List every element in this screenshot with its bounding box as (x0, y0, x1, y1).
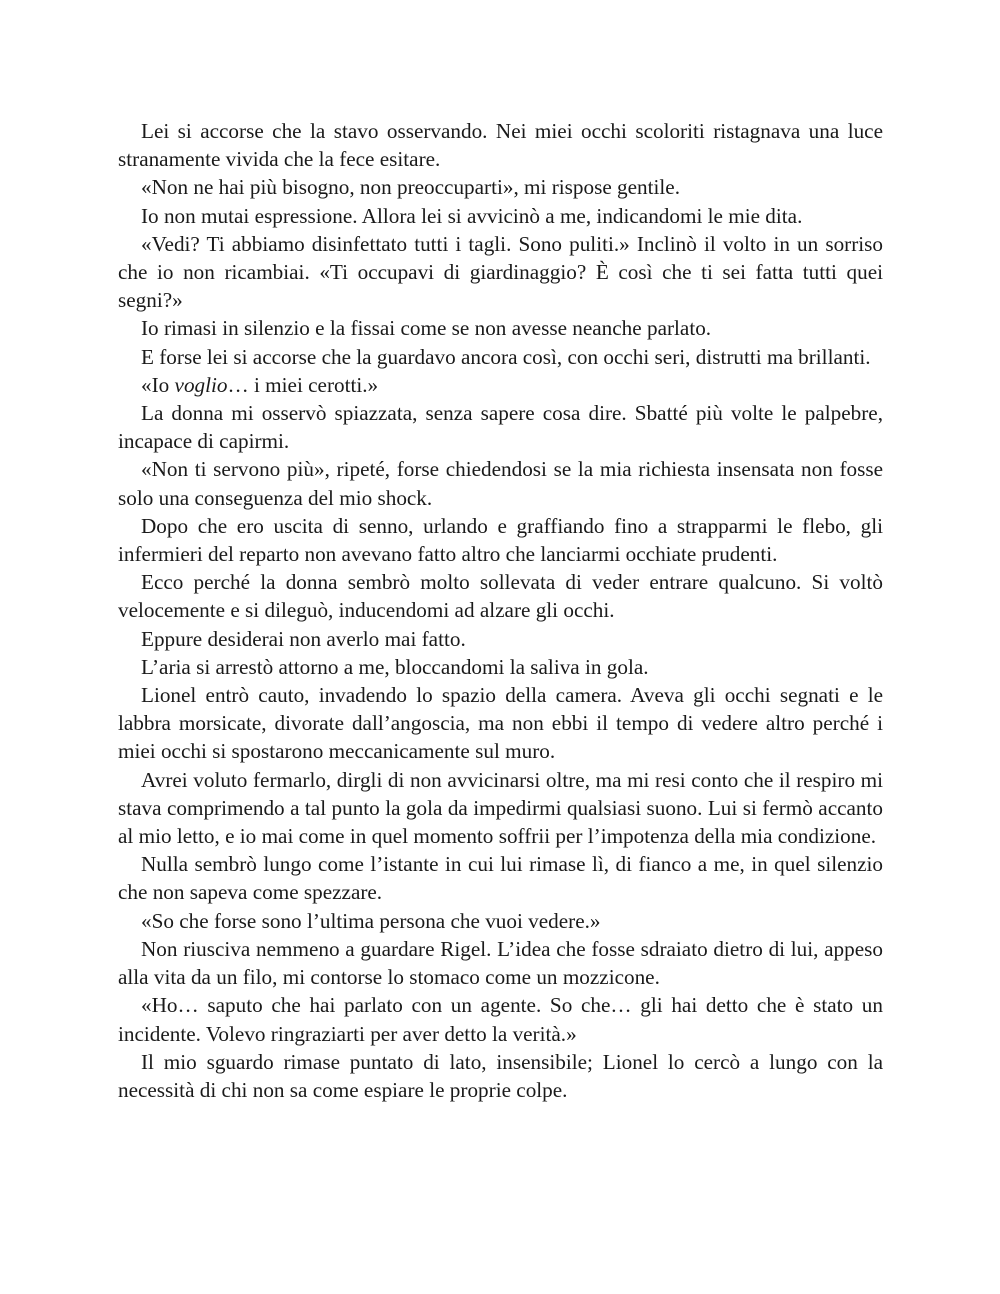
text-run: … i miei cerotti.» (227, 372, 379, 397)
paragraph: Eppure desiderai non averlo mai fatto. (141, 626, 466, 651)
paragraph: Io rimasi in silenzio e la fissai come se non avesse neanche parlato. (141, 316, 712, 341)
paragraph: Io non mutai espressione. Allora lei si avvicinò a me, indicandomi le mie dita. (141, 203, 803, 228)
paragraph (118, 371, 883, 399)
paragraph: L’aria si arrestò attorno a me, bloccandomi la saliva in gola. (141, 654, 649, 679)
paragraph: Nulla sembrò lungo come l’istante in cui lui rimase lì, di fianco a me, in quel silenzio che non sapeva come spezzare. (118, 852, 883, 905)
italic-word: voglio (174, 372, 228, 397)
text-run: «Io (141, 372, 175, 397)
paragraph: La donna mi osservò spiazzata, senza sapere cosa dire. Sbatté più volte le palpebre, incapace di capirmi. (118, 401, 883, 454)
paragraph: E forse lei si accorse che la guardavo ancora così, con occhi seri, distrutti ma brillanti. (141, 344, 871, 369)
book-page-text (118, 117, 883, 1104)
paragraph: «Non ti servono più», ripeté, forse chiedendosi se la mia richiesta insensata non fosse solo una conseguenza del mio shock. (118, 457, 883, 510)
paragraph: «Ho… saputo che hai parlato con un agente. So che… gli hai detto che è stato un incidente. Volevo ringraziarti per aver detto la verità.» (118, 993, 883, 1046)
paragraph: Lei si accorse che la stavo osservando. Nei miei occhi scoloriti ristagnava una luce stranamente vivida che la fece esitare. (118, 119, 883, 172)
paragraph: «Non ne hai più bisogno, non preoccuparti», mi rispose gentile. (141, 175, 680, 200)
paragraph: Il mio sguardo rimase puntato di lato, insensibile; Lionel lo cercò a lungo con la necessità di chi non sa come espiare le proprie colpe. (118, 1049, 883, 1102)
paragraph: Dopo che ero uscita di senno, urlando e graffiando fino a strapparmi le flebo, gli infermieri del reparto non avevano fatto altro che lanciarmi occhiate prudenti. (118, 513, 883, 567)
paragraph: Avrei voluto fermarlo, dirgli di non avvicinarsi oltre, ma mi resi conto che il respiro mi stava comprimendo a tal punto la gola da impedirmi qualsiasi suono. Lui si fermò accanto al mio letto, e io mai come in quel momento soffrii per l’impotenza della mia condizione. (118, 767, 883, 849)
paragraph: Non riusciva nemmeno a guardare Rigel. L’idea che fosse sdraiato dietro di lui, appeso alla vita da un filo, mi contorse lo stomaco come un mozzicone. (118, 936, 883, 990)
paragraph: «Vedi? Ti abbiamo disinfettato tutti i tagli. Sono puliti.» Inclinò il volto in un sorriso che io non ricambiai. «Ti occupavi di giardinaggio? È così che ti sei fatta tutti quei segni?» (118, 231, 883, 313)
paragraph: Lionel entrò cauto, invadendo lo spazio della camera. Aveva gli occhi segnati e le labbra morsicate, divorate dall’angoscia, ma non ebbi il tempo di vedere altro perché i miei occhi si spostarono meccanicamente sul muro. (118, 683, 883, 764)
paragraph: «So che forse sono l’ultima persona che vuoi vedere.» (141, 908, 601, 933)
paragraph: Ecco perché la donna sembrò molto sollevata di veder entrare qualcuno. Si voltò velocemente e si dileguò, inducendomi ad alzare gli occhi. (118, 570, 883, 623)
